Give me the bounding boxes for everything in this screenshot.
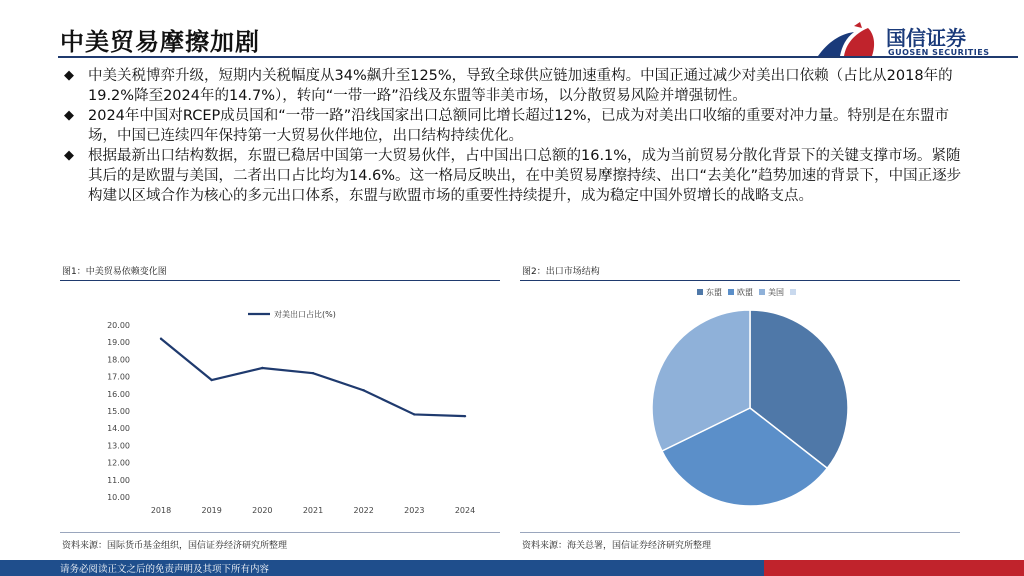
data-point bbox=[210, 379, 212, 381]
diamond-bullet-icon: ◆ bbox=[64, 68, 74, 83]
x-tick-label: 2023 bbox=[404, 506, 425, 515]
y-tick-label: 18.00 bbox=[107, 355, 130, 365]
brand-logo bbox=[814, 20, 1024, 62]
legend-swatch bbox=[697, 289, 703, 295]
bullet-item bbox=[64, 146, 964, 206]
legend-label: 东盟 bbox=[706, 288, 722, 297]
y-tick-label: 11.00 bbox=[107, 475, 130, 485]
bullet-text: 2024年中国对RCEP成员国和“一带一路”沿线国家出口总额同比增长超过12%，已成为对美出口收缩的重要对冲力量。特别是在东盟市场，中国已连续四年保持第一大贸易伙伴地位，出口结构持续优化。 bbox=[88, 108, 950, 144]
figure2-top-rule bbox=[520, 280, 960, 281]
y-tick-label: 15.00 bbox=[107, 407, 130, 416]
footer-accent bbox=[764, 560, 1024, 576]
x-tick-label: 2019 bbox=[201, 506, 222, 515]
legend-label: 美国 bbox=[768, 288, 784, 297]
legend-swatch bbox=[728, 289, 734, 295]
line-chart bbox=[60, 284, 500, 530]
data-point bbox=[312, 372, 314, 374]
x-tick-label: 2022 bbox=[353, 506, 374, 515]
footer-bar bbox=[0, 560, 1024, 576]
legend-label: 对美出口占比(%) bbox=[274, 310, 336, 319]
diamond-bullet-icon: ◆ bbox=[64, 108, 74, 123]
x-tick-label: 2021 bbox=[302, 506, 324, 515]
data-point bbox=[261, 367, 263, 369]
y-tick-label: 19.00 bbox=[107, 338, 130, 348]
brand-mark-icon bbox=[814, 20, 884, 60]
figure2-source: 资料来源：海关总署，国信证券经济研究所整理 bbox=[522, 541, 712, 551]
figure2-bottom-rule bbox=[520, 532, 960, 533]
figure2-label: 图2：出口市场结构 bbox=[522, 267, 600, 277]
brand-name-en: GUOSEN SECURITIES bbox=[888, 48, 990, 57]
figure1-label: 图1：中美贸易依赖变化图 bbox=[62, 267, 167, 277]
legend-label: 欧盟 bbox=[737, 288, 753, 297]
pie-chart bbox=[520, 284, 960, 530]
y-tick-label: 17.00 bbox=[107, 372, 130, 382]
y-tick-label: 12.00 bbox=[107, 458, 130, 468]
figure1-bottom-rule bbox=[60, 532, 500, 533]
bullet-list bbox=[64, 66, 964, 206]
bullet-text: 根据最新出口结构数据，东盟已稳居中国第一大贸易伙伴，占中国出口总额的16.1%，成为当前贸易分散化背景下的关键支撑市场。紧随其后的是欧盟与美国，二者出口占比均为14.6%。这一格局反映出，在中美贸易摩擦持续、出口“去美化”趋势加速的背景下，中国正逐步构建以区域合作为核心的多元出口体系，东盟与欧盟市场的重要性持续提升，成为稳定中国外贸增长的战略支点。 bbox=[88, 148, 962, 204]
data-point bbox=[362, 389, 364, 391]
diamond-bullet-icon: ◆ bbox=[64, 148, 74, 163]
data-point bbox=[464, 415, 466, 417]
y-tick-label: 16.00 bbox=[107, 389, 130, 399]
brand-name: 国信证券 bbox=[886, 26, 966, 50]
y-tick-label: 10.00 bbox=[107, 493, 130, 502]
bullet-item bbox=[64, 106, 964, 146]
y-tick-label: 14.00 bbox=[107, 424, 130, 434]
footer-disclaimer: 请务必阅读正文之后的免责声明及其项下所有内容 bbox=[60, 564, 270, 575]
x-tick-label: 2020 bbox=[252, 506, 273, 515]
figure1-top-rule bbox=[60, 280, 500, 281]
bullet-item bbox=[64, 66, 964, 106]
legend-swatch bbox=[790, 289, 796, 295]
bullet-text: 中美关税博弈升级，短期内关税幅度从34%飙升至125%，导致全球供应链加速重构。中国正通过减少对美出口依赖（占比从2018年的19.2%降至2024年的14.7%），转向“一带一路”沿线及东盟等非美市场，以分散贸易风险并增强韧性。 bbox=[88, 68, 953, 104]
series-line bbox=[161, 339, 465, 416]
data-point bbox=[160, 338, 162, 340]
page-title: 中美贸易摩擦加剧 bbox=[60, 28, 260, 56]
data-point bbox=[413, 413, 415, 415]
x-tick-label: 2018 bbox=[150, 506, 172, 515]
figure1-source: 资料来源：国际货币基金组织，国信证券经济研究所整理 bbox=[62, 541, 288, 551]
y-tick-label: 13.00 bbox=[107, 441, 130, 451]
legend-swatch bbox=[759, 289, 765, 295]
y-tick-label: 20.00 bbox=[107, 321, 130, 330]
x-tick-label: 2024 bbox=[454, 506, 476, 515]
